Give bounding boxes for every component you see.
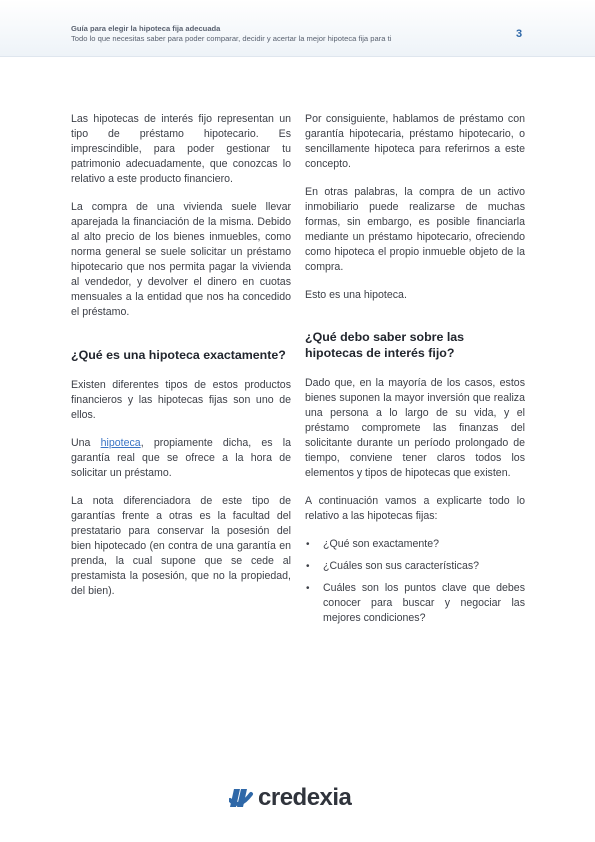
paragraph: Las hipotecas de interés fijo representan un tipo de préstamo hipotecario. Es imprescindible, para poder gestionar tu patrimonio adecuadamente, que conozcas lo relativo a este producto financiero. bbox=[71, 113, 291, 185]
left-column bbox=[71, 112, 291, 612]
list-item-text: Cuáles son los puntos clave que debes conocer para buscar y negociar las mejores condiciones? bbox=[323, 582, 525, 624]
page-number: 3 bbox=[516, 28, 523, 40]
paragraph-with-link bbox=[71, 436, 291, 481]
paragraph: Por consiguiente, hablamos de préstamo con garantía hipotecaria, préstamo hipotecario, o sencillamente hipoteca para referirnos a este concepto. bbox=[305, 113, 525, 170]
paragraph: La nota diferenciadora de este tipo de garantías frente a otras es la facultad del prestatario para conservar la posesión del bien hipotecado (en contra de una garantía en prenda, la cual supone que se cede al prestamista la posesión, que no la propiedad, del bien). bbox=[71, 495, 291, 597]
brand-name: credexia bbox=[258, 784, 352, 811]
list-item-text: ¿Cuáles son sus características? bbox=[323, 560, 480, 572]
paragraph: Dado que, en la mayoría de los casos, estos bienes suponen la mayor inversión que realiza una persona a lo largo de su vida, y el préstamo compromete las finanzas del solicitante durante un período prolongado de tiempo, conviene tener claros todos los elementos y tipos de hipotecas que existen. bbox=[305, 377, 525, 479]
paragraph: A continuación vamos a explicarte todo lo relativo a las hipotecas fijas: bbox=[305, 495, 525, 522]
paragraph: Existen diferentes tipos de estos productos financieros y las hipotecas fijas son uno de ellos. bbox=[71, 379, 291, 421]
footer-logo bbox=[229, 784, 351, 812]
document-title: Guía para elegir la hipoteca fija adecuada bbox=[71, 24, 221, 33]
right-column bbox=[305, 112, 525, 633]
list-item bbox=[305, 581, 525, 626]
bullet-icon: • bbox=[306, 583, 310, 594]
list-item bbox=[305, 537, 525, 552]
page-header bbox=[0, 0, 595, 57]
section-heading: ¿Qué es una hipoteca exactamente? bbox=[71, 348, 286, 362]
paragraph-text: , propiamente dicha, es la garantía real que se ofrece a la hora de solicitar un préstamo. bbox=[71, 437, 291, 479]
section-heading: ¿Qué debo saber sobre las hipotecas de interés fijo? bbox=[305, 330, 465, 360]
paragraph: La compra de una vivienda suele llevar aparejada la financiación de la misma. Debido al alto precio de los bienes inmuebles, como norma general se suele solicitar un préstamo hipotecario que nos permita pagar la vivienda al vendedor, y devolver el dinero en cuotas mensuales a la entidad que nos ha concedido el préstamo. bbox=[71, 201, 291, 318]
credexia-logo-icon bbox=[229, 786, 255, 810]
document-subtitle: Todo lo que necesitas saber para poder comparar, decidir y acertar la mejor hipoteca fija para ti bbox=[71, 34, 392, 43]
bullet-icon: • bbox=[306, 539, 310, 550]
paragraph-text: Una bbox=[71, 437, 101, 449]
paragraph: En otras palabras, la compra de un activo inmobiliario puede realizarse de muchas formas, sin embargo, es posible financiarla mediante un préstamo hipotecario, ofreciendo como hipoteca el propio inmueble objeto de la compra. bbox=[305, 186, 525, 273]
list-item-text: ¿Qué son exactamente? bbox=[323, 538, 440, 550]
paragraph: Esto es una hipoteca. bbox=[305, 289, 407, 301]
hipoteca-link[interactable]: hipoteca bbox=[100, 437, 141, 449]
bullet-list bbox=[305, 537, 525, 626]
bullet-icon: • bbox=[306, 561, 310, 572]
list-item bbox=[305, 559, 525, 574]
